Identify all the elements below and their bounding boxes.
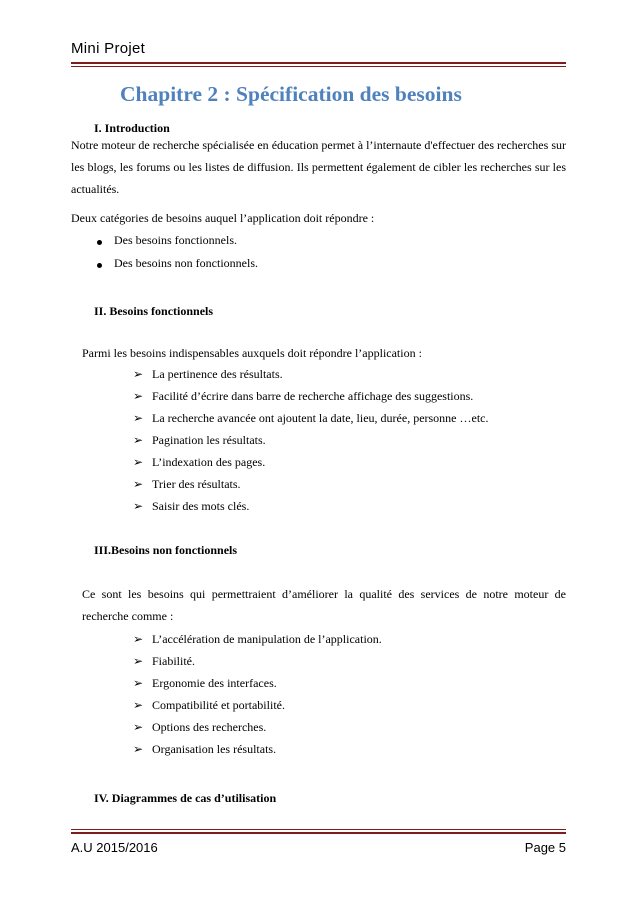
header-rule-thick (71, 62, 566, 64)
arrow-bullet-icon: ➢ (133, 676, 144, 690)
intro-bullet-1: Des besoins fonctionnels. (114, 233, 237, 247)
footer-rule-thin (71, 829, 566, 830)
bullet-dot-icon (97, 240, 102, 245)
arrow-bullet-icon: ➢ (133, 632, 144, 646)
nonfunctional-item: Ergonomie des interfaces. (152, 676, 277, 690)
header-title: Mini Projet (71, 40, 146, 57)
arrow-bullet-icon: ➢ (133, 477, 144, 491)
intro-lead: Deux catégories de besoins auquel l’application doit répondre : (71, 211, 375, 225)
heading-functional: II. Besoins fonctionnels (94, 304, 214, 318)
functional-item: Trier des résultats. (152, 477, 241, 491)
arrow-bullet-icon: ➢ (133, 499, 144, 513)
arrow-bullet-icon: ➢ (133, 654, 144, 668)
header-rule-thin (71, 66, 566, 67)
functional-item: Facilité d’écrire dans barre de recherche affichage des suggestions. (152, 389, 474, 403)
heading-nonfunctional: III.Besoins non fonctionnels (94, 543, 238, 557)
arrow-bullet-icon: ➢ (133, 455, 144, 469)
functional-item: L’indexation des pages. (152, 455, 266, 469)
arrow-bullet-icon: ➢ (133, 742, 144, 756)
intro-paragraph: Notre moteur de recherche spécialisée en éducation permet à l’internaute d'effectuer des recherches sur les blogs, les forums ou les listes de diffusion. Ils permettent également de cibler les recherches sur les actualités. (71, 138, 566, 196)
footer-rule-thick (71, 832, 566, 834)
intro-bullet-2: Des besoins non fonctionnels. (114, 256, 258, 270)
functional-item: Saisir des mots clés. (152, 499, 250, 513)
nonfunctional-item: Options des recherches. (152, 720, 267, 734)
arrow-bullet-icon: ➢ (133, 433, 144, 447)
arrow-bullet-icon: ➢ (133, 411, 144, 425)
functional-item: Pagination les résultats. (152, 433, 266, 447)
arrow-bullet-icon: ➢ (133, 389, 144, 403)
nonfunctional-paragraph: Ce sont les besoins qui permettraient d’améliorer la qualité des services de notre moteur de recherche comme : (82, 587, 566, 623)
nonfunctional-item: Organisation les résultats. (152, 742, 277, 756)
heading-diagrams: IV. Diagrammes de cas d’utilisation (94, 791, 277, 805)
arrow-bullet-icon: ➢ (133, 698, 144, 712)
nonfunctional-item: Fiabilité. (152, 654, 195, 668)
footer-page-number: Page 5 (524, 840, 566, 855)
arrow-bullet-icon: ➢ (133, 367, 144, 381)
bullet-dot-icon (97, 263, 102, 268)
functional-item: La recherche avancée ont ajoutent la date, lieu, durée, personne …etc. (152, 411, 489, 425)
chapter-title: Chapitre 2 : Spécification des besoins (120, 82, 462, 106)
footer-academic-year: A.U 2015/2016 (71, 840, 158, 855)
heading-introduction: I. Introduction (94, 121, 170, 135)
functional-item: La pertinence des résultats. (152, 367, 283, 381)
nonfunctional-item: Compatibilité et portabilité. (152, 698, 285, 712)
nonfunctional-item: L’accélération de manipulation de l’application. (152, 632, 382, 646)
arrow-bullet-icon: ➢ (133, 720, 144, 734)
functional-lead: Parmi les besoins indispensables auxquels doit répondre l’application : (82, 346, 422, 360)
